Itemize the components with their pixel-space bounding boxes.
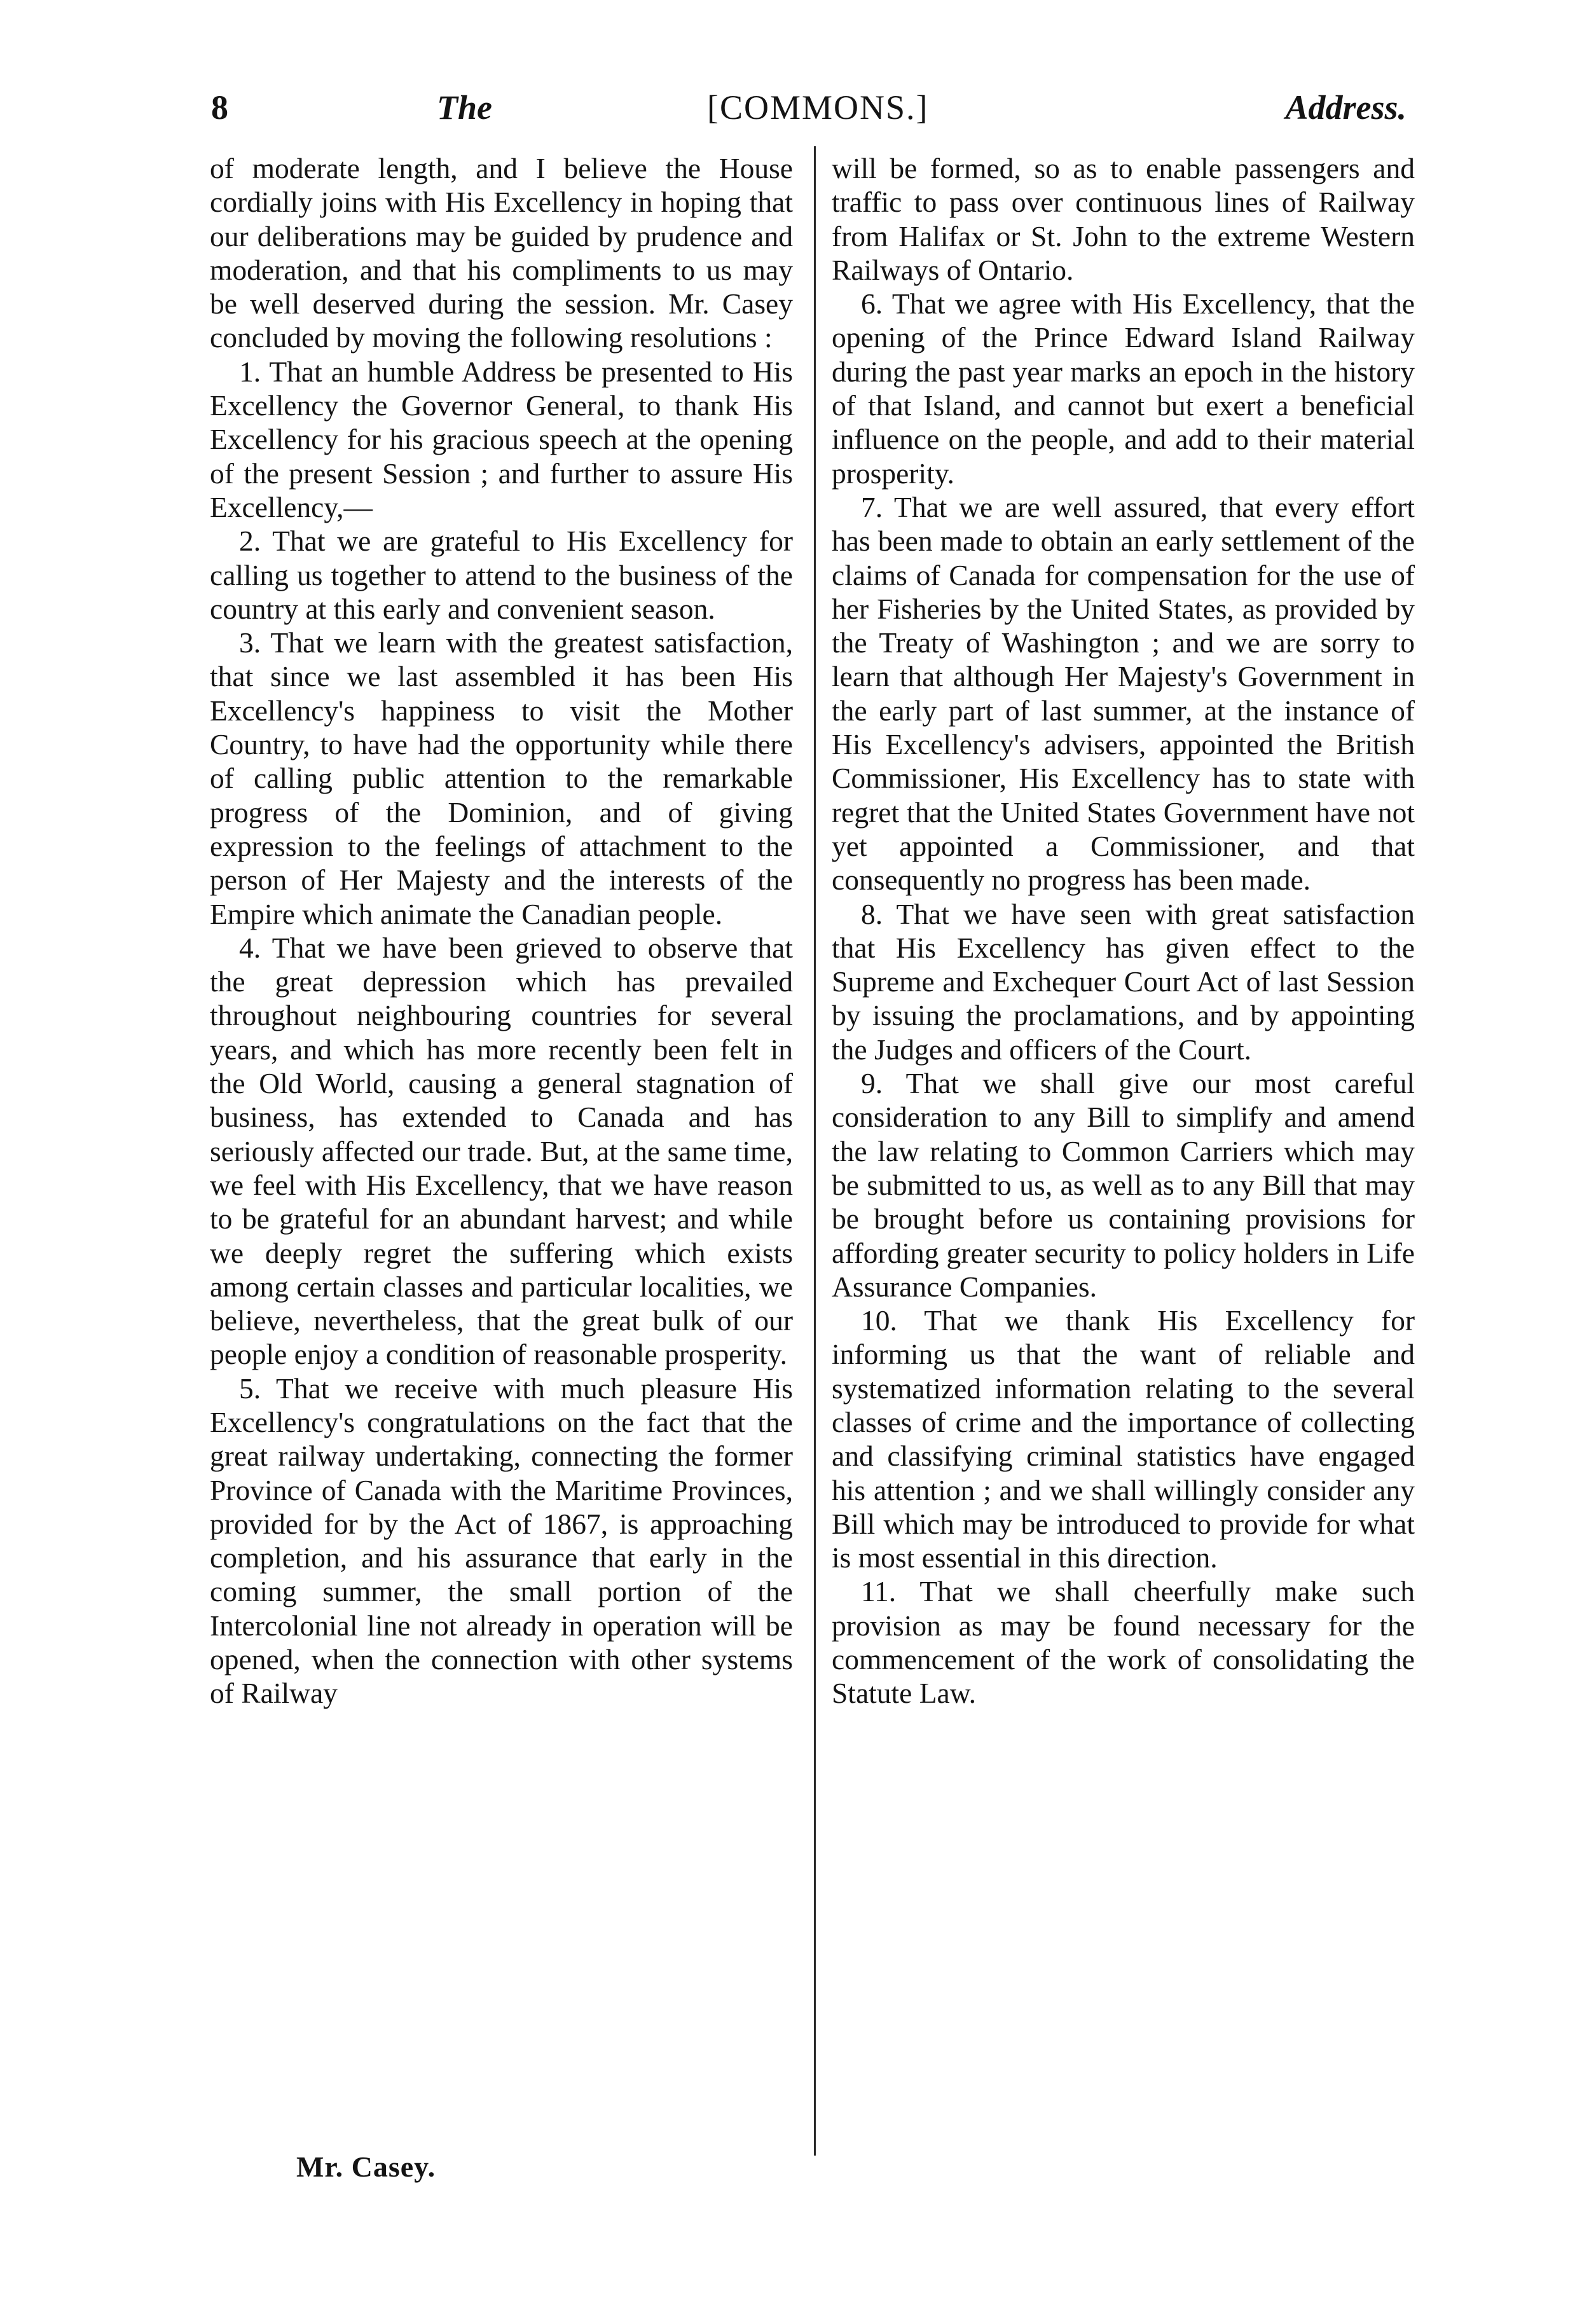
resolution-4: 4. That we have been grieved to observe that the great depression which has prevailed throughout neighbouring countries for several years, and which has more recently been felt in the Old World, causing a general stagnation of business, has extended to Canada and has seriously affected our trade. But, at the same time, we feel with His Excellency, that we have reason to be grateful for an abundant harvest; and while we deeply regret the suffering which exists among certain classes and particular localities, we believe, nevertheless, that the great bulk of our people enjoy a condition of reasonable prosperity. [210, 931, 793, 1371]
page-number: 8 [211, 88, 228, 127]
running-header [211, 88, 1407, 139]
paragraph: will be formed, so as to enable passengers and traffic to pass over continuous lines of Railway from Halifax or St. John to the extreme Western Railways of Ontario. [832, 152, 1415, 286]
resolution-6: 6. That we agree with His Excellency, that the opening of the Prince Edward Island Railway during the past year marks an epoch in the history of that Island, and cannot but exert a beneficial influence on the people, and add to their material prosperity. [832, 287, 1415, 490]
resolution-10: 10. That we thank His Excellency for informing us that the want of reliable and systematized information relating to the several classes of crime and the importance of collecting and classifying criminal statistics have engaged his attention ; and we shall willingly consider any Bill which may be introduced to provide for what is most essential in this direction. [832, 1304, 1415, 1574]
column-divider [814, 146, 816, 2156]
resolution-2: 2. That we are grateful to His Excellency for calling us together to attend to the business of the country at this early and convenient season. [210, 525, 793, 625]
resolution-1: 1. That an humble Address be presented to His Excellency the Governor General, to thank His Excellency for his gracious speech at the opening of the present Session ; and further to assure His Excellency,— [210, 355, 793, 523]
header-chamber: [COMMONS.] [707, 88, 929, 127]
header-left-title: The [437, 88, 492, 127]
resolution-11: 11. That we shall cheerfully make such provision as may be found necessary for the commencement of the work of consolidating the Statute Law. [832, 1575, 1415, 1710]
speaker-catchword: Mr. Casey. [296, 2150, 436, 2183]
left-column [210, 151, 793, 1710]
paragraph: of moderate length, and I believe the House cordially joins with His Excellency in hoping that our deliberations may be guided by prudence and moderation, and that his compliments to us may be well deserved during the session. Mr. Casey concluded by moving the following resolutions : [210, 152, 793, 354]
resolution-5: 5. That we receive with much pleasure His Excellency's congratulations on the fact that the great railway undertaking, connecting the former Province of Canada with the Maritime Provinces, provided for by the Act of 1867, is approaching completion, and his assurance that early in the coming summer, the small portion of the Intercolonial line not already in operation will be opened, when the connection with other systems of Railway [210, 1372, 793, 1710]
resolution-9: 9. That we shall give our most careful consideration to any Bill to simplify and amend the law relating to Common Carriers which may be submitted to us, as well as to any Bill that may be brought before us containing provisions for affording greater security to policy holders in Life Assurance Companies. [832, 1067, 1415, 1303]
resolution-7: 7. That we are well assured, that every effort has been made to obtain an early settlement of the claims of Canada for compensation for the use of her Fisheries by the United States, as provided by the Treaty of Washington ; and we are sorry to learn that although Her Majesty's Government in the early part of last summer, at the instance of His Excellency's advisers, appointed the British Commissioner, His Excellency has to state with regret that the United States Government have not yet appointed a Commissioner, and that consequently no progress has been made. [832, 490, 1415, 897]
resolution-3: 3. That we learn with the greatest satisfaction, that since we last assembled it has been His Excellency's happiness to visit the Mother Country, to have had the opportunity while there of calling public attention to the remarkable progress of the Dominion, and of giving expression to the feelings of attachment to the person of Her Majesty and the interests of the Empire which animate the Canadian people. [210, 626, 793, 930]
header-right-title: Address. [1285, 88, 1407, 127]
right-column [832, 151, 1415, 1710]
resolution-8: 8. That we have seen with great satisfaction that His Excellency has given effect to the Supreme and Exchequer Court Act of last Session by issuing the proclamations, and by appointing the Judges and officers of the Court. [832, 897, 1415, 1066]
